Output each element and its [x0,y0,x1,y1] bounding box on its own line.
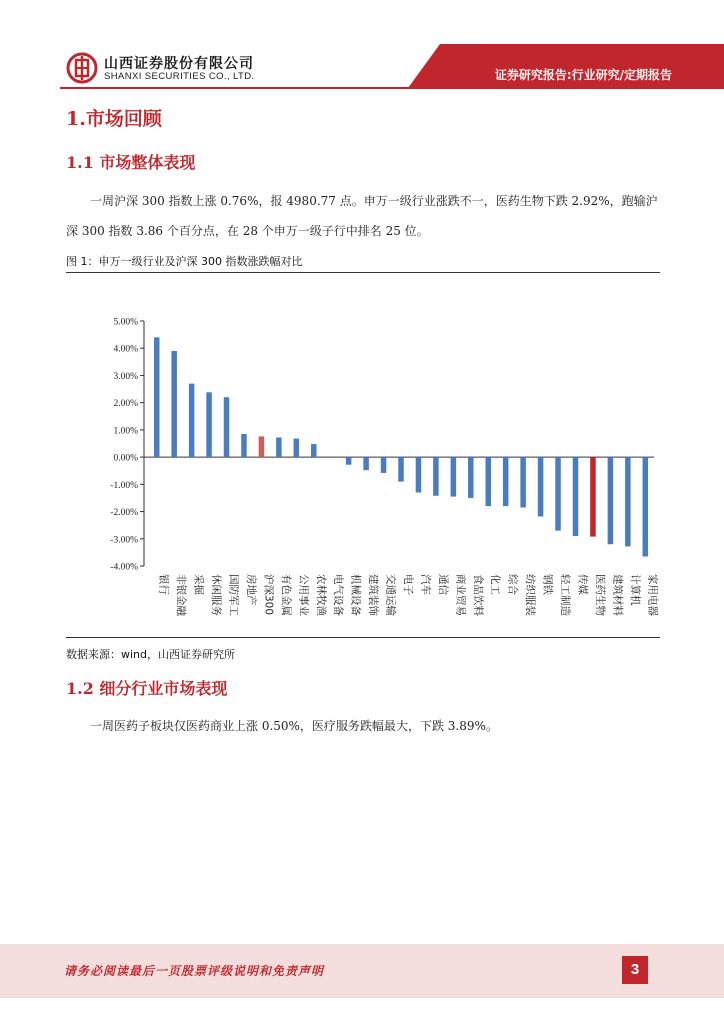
x-tick-label: 建筑材料 [611,574,624,616]
footer-disclaimer: 请务必阅读最后一页股票评级说明和免责声明 [64,964,325,978]
x-tick-label: 商业贸易 [454,574,467,616]
x-tick-label: 房地产 [244,574,257,606]
y-tick-label: -1.00% [110,480,138,491]
x-tick-label: 银行 [157,574,170,595]
x-tick-label: 农林牧渔 [314,574,327,616]
bar-建筑材料 [608,457,614,544]
x-tick-label: 机械设备 [349,574,362,616]
x-tick-label: 国防军工 [227,574,240,616]
figure-bottom-rule [66,637,660,638]
x-tick-label: 纺织服装 [524,574,537,616]
company-logo-icon [66,52,98,84]
bar-家用电器 [643,457,649,556]
y-tick-label: -2.00% [110,508,138,519]
bar-建筑装饰 [363,457,369,470]
bar-农林牧渔 [311,444,317,457]
bar-非银金融 [171,351,177,457]
bar-电子 [398,457,404,482]
section-1-2-paragraph: 一周医药子板块仅医药商业上涨 0.50%，医疗服务跌幅最大，下跌 3.89%。 [90,719,498,733]
figure-1-title: 图 1：申万一级行业及沪深 300 指数涨跌幅对比 [66,255,303,268]
section-1-2-title: 1.2 细分行业市场表现 [66,679,228,698]
x-tick-label: 建筑装饰 [367,574,380,616]
bar-有色金属 [276,438,282,458]
page-header [0,0,724,96]
x-tick-label: 化工 [489,574,502,595]
y-tick-label: 4.00% [113,344,138,355]
bar-食品饮料 [468,457,474,498]
x-tick-label: 钢铁 [541,574,554,595]
section-1-title: 1.市场回顾 [66,108,162,130]
bar-计算机 [625,457,631,546]
bar-汽车 [416,457,422,492]
section-1-1-paragraph: 一周沪深 300 指数上涨 0.76%，报 4980.77 点。申万一级行业涨跌不一，医药生物下跌 2.92%，跑输沪深 300 指数 3.86 个百分点，在 28 个申万一级子行中排名 25 位。 [66,194,658,238]
bar-交通运输 [381,457,387,473]
bar-沪深300 [259,436,265,457]
x-tick-label: 电气设备 [332,574,345,616]
figure-1-source: 数据来源：wind，山西证券研究所 [66,648,236,661]
x-tick-label: 食品饮料 [471,574,484,616]
x-tick-label: 传媒 [576,574,589,595]
bar-房地产 [241,434,247,457]
y-tick-label: 1.00% [113,426,138,437]
x-tick-label: 计算机 [628,574,641,606]
x-tick-label: 采掘 [192,574,205,595]
bar-综合 [503,457,509,506]
x-tick-label: 非银金融 [175,574,188,616]
y-tick-label: 3.00% [113,371,138,382]
bar-传媒 [573,457,579,536]
x-tick-label: 医药生物 [593,574,606,616]
sector-performance-chart [66,276,660,636]
bar-化工 [485,457,491,506]
bar-采掘 [189,384,195,458]
x-tick-label: 休闲服务 [210,574,223,616]
y-tick-label: 0.00% [113,453,138,464]
x-tick-label: 电子 [402,574,414,595]
x-tick-label: 家用电器 [646,574,659,616]
x-tick-label: 沪深300 [262,574,275,616]
x-tick-label: 有色金属 [279,574,292,616]
report-type: 证券研究报告:行业研究/定期报告 [494,68,672,82]
bar-公用事业 [294,439,300,458]
x-tick-label: 通信 [436,574,449,595]
bar-国防军工 [224,397,230,457]
bar-通信 [433,457,439,496]
company-name-cn: 山西证券股份有限公司 [104,56,254,72]
x-tick-label: 交通运输 [384,574,397,616]
bar-休闲服务 [206,392,212,457]
bar-纺织服装 [520,457,526,507]
bar-轻工制造 [555,457,561,530]
x-tick-label: 汽车 [419,574,432,595]
y-tick-label: -4.00% [110,562,138,573]
figure-top-rule [66,272,660,273]
company-name-en: SHANXI SECURITIES CO., LTD. [104,71,255,82]
y-tick-label: -3.00% [110,535,138,546]
bar-医药生物 [590,457,596,536]
bar-机械设备 [346,457,352,465]
bar-商业贸易 [451,457,457,496]
section-1-1-title: 1.1 市场整体表现 [66,153,196,172]
x-tick-label: 轻工制造 [559,574,572,616]
x-tick-label: 公用事业 [297,574,310,616]
y-tick-label: 2.00% [113,399,138,410]
page-number: 3 [622,956,648,984]
x-tick-label: 综合 [506,574,519,595]
bar-银行 [154,337,160,457]
y-tick-label: 5.00% [113,317,138,328]
bar-钢铁 [538,457,544,516]
